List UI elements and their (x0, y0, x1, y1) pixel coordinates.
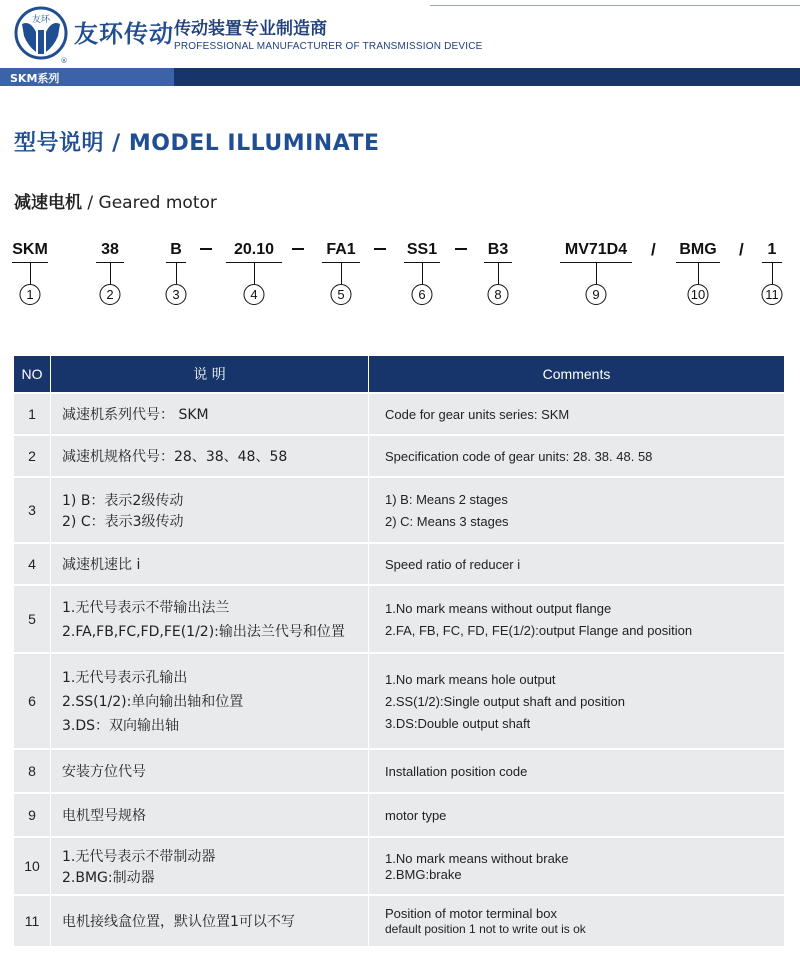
en-line: 1) B: Means 2 stages (385, 491, 508, 507)
code-dash (374, 248, 386, 250)
table-row (14, 394, 784, 434)
en-line: Position of motor terminal box (385, 906, 557, 921)
row-cn (50, 838, 368, 894)
subtitle (14, 188, 217, 213)
row-no: 6 (28, 693, 36, 709)
circled-number: 1 (20, 284, 41, 305)
row-cn (50, 896, 368, 946)
circled-number: 9 (586, 284, 607, 305)
en-line: Code for gear units series: SKM (385, 406, 570, 422)
slogan-cn: 传动装置专业制造商 (174, 19, 327, 39)
subtitle-en: / Geared motor (82, 193, 217, 213)
cn-line: 减速机规格代号：28、38、48、58 (62, 449, 288, 465)
code-leader (254, 262, 255, 284)
cn-line: 1.无代号表示不带输出法兰 (62, 600, 230, 616)
code-part-flange: FA1 (326, 241, 356, 258)
slogan-en: PROFESSIONAL MANUFACTURER OF TRANSMISSION DEVICE (174, 41, 483, 52)
row-cn (50, 750, 368, 792)
code-leader (176, 262, 177, 284)
series-label: SKM系列 (10, 72, 60, 85)
cn-line: 安装方位代号 (62, 764, 146, 780)
code-part-series: SKM (12, 241, 48, 258)
row-cn (50, 436, 368, 476)
circled-number: 4 (244, 284, 265, 305)
table-row (14, 478, 784, 542)
logo-text: 友环 (31, 15, 51, 25)
en-line: motor type (385, 807, 447, 823)
code-dash (292, 248, 304, 250)
row-no: 11 (24, 913, 40, 929)
en-line: 1.No mark means hole output (385, 671, 556, 687)
row-no: 8 (28, 763, 36, 779)
code-part-position: B3 (487, 241, 509, 258)
row-cn (50, 478, 368, 542)
cn-line: 减速机系列代号： SKM (62, 407, 209, 423)
en-line: 2.BMG:brake (385, 866, 462, 882)
table-row (14, 896, 784, 946)
company-logo-icon (14, 6, 68, 64)
row-en (368, 750, 784, 792)
row-en (368, 586, 784, 652)
en-line: 1.No mark means without brake (385, 850, 569, 866)
circled-number: 11 (762, 284, 783, 305)
cn-line: 2.SS(1/2):单向输出轴和位置 (62, 694, 244, 710)
row-en (368, 436, 784, 476)
code-slash: / (651, 240, 656, 259)
row-en (368, 394, 784, 434)
code-leader (772, 262, 773, 284)
row-no: 4 (28, 556, 36, 572)
cn-line: 2.FA,FB,FC,FD,FE(1/2):输出法兰代号和位置 (62, 624, 345, 640)
row-cn (50, 654, 368, 748)
row-en (368, 794, 784, 836)
row-no: 1 (28, 406, 36, 422)
cn-line: 1) B：表示2级传动 (62, 492, 184, 509)
cn-line: 减速机速比 i (62, 557, 141, 573)
row-en (368, 478, 784, 542)
row-cn (50, 394, 368, 434)
en-line: 2.SS(1/2):Single output shaft and position (385, 693, 625, 709)
row-cn (50, 794, 368, 836)
en-line: 2.FA, FB, FC, FD, FE(1/2):output Flange and position (385, 622, 693, 638)
table-row (14, 750, 784, 792)
code-leader (110, 262, 111, 284)
table-row (14, 794, 784, 836)
en-line: Installation position code (385, 763, 528, 779)
series-bar (0, 68, 800, 86)
en-line: 3.DS:Double output shaft (385, 715, 531, 731)
code-part-ratio: 20.10 (233, 241, 275, 258)
header-cn: 说 明 (50, 356, 368, 392)
header-no: NO (21, 366, 43, 382)
code-part-stages: B (170, 241, 182, 258)
subtitle-cn: 减速电机 (14, 193, 82, 213)
table-row (14, 436, 784, 476)
page-header (0, 0, 800, 68)
row-no: 3 (28, 502, 36, 518)
cn-line: 1.无代号表示不带制动器 (62, 848, 216, 865)
header-rule (430, 5, 800, 6)
row-no: 9 (28, 807, 36, 823)
table-row (14, 838, 784, 894)
circled-number: 6 (412, 284, 433, 305)
code-part-size: 38 (101, 241, 119, 258)
code-dash (200, 248, 212, 250)
registered-mark: ® (60, 57, 68, 64)
code-leader (498, 262, 499, 284)
brand-name: 友环传动 (74, 20, 174, 48)
en-line: 2) C: Means 3 stages (385, 513, 509, 529)
code-part-motor: MV71D4 (564, 241, 628, 258)
cn-line: 电机接线盒位置，默认位置1可以不写 (62, 914, 295, 930)
row-cn (50, 544, 368, 584)
code-part-terminal: 1 (767, 241, 777, 258)
circled-number: 3 (166, 284, 187, 305)
en-line: default position 1 not to write out is ok (385, 922, 586, 936)
row-en (368, 654, 784, 748)
row-no: 10 (24, 858, 40, 874)
code-part-brake: BMG (679, 241, 717, 258)
header-en: Comments (368, 356, 784, 392)
cn-line: 3.DS：双向输出轴 (62, 718, 180, 734)
en-line: Speed ratio of reducer i (385, 556, 521, 572)
section-title: 型号说明 / MODEL ILLUMINATE (14, 131, 380, 156)
code-dash (455, 248, 467, 250)
circled-number: 5 (331, 284, 352, 305)
code-leader (30, 262, 31, 284)
table-row (14, 586, 784, 652)
cn-line: 电机型号规格 (62, 808, 146, 824)
code-slash: / (739, 240, 744, 259)
row-en (368, 838, 784, 894)
circled-number: 8 (488, 284, 509, 305)
table-row (14, 544, 784, 584)
code-leader (341, 262, 342, 284)
row-no: 5 (28, 611, 36, 627)
code-part-shaft: SS1 (406, 241, 438, 258)
code-leader (698, 262, 699, 284)
row-no: 2 (28, 448, 36, 464)
row-cn (50, 586, 368, 652)
circled-number: 2 (100, 284, 121, 305)
cn-line: 2.BMG:制动器 (62, 869, 155, 886)
en-line: 1.No mark means without output flange (385, 600, 612, 616)
table-row (14, 654, 784, 748)
cn-line: 2) C：表示3级传动 (62, 513, 184, 530)
circled-number: 10 (688, 284, 709, 305)
row-en (368, 896, 784, 946)
row-en (368, 544, 784, 584)
table-header (14, 356, 784, 392)
code-leader (596, 262, 597, 284)
en-line: Specification code of gear units: 28. 38. 48. 58 (385, 448, 653, 464)
code-leader (422, 262, 423, 284)
cn-line: 1.无代号表示孔输出 (62, 670, 188, 686)
